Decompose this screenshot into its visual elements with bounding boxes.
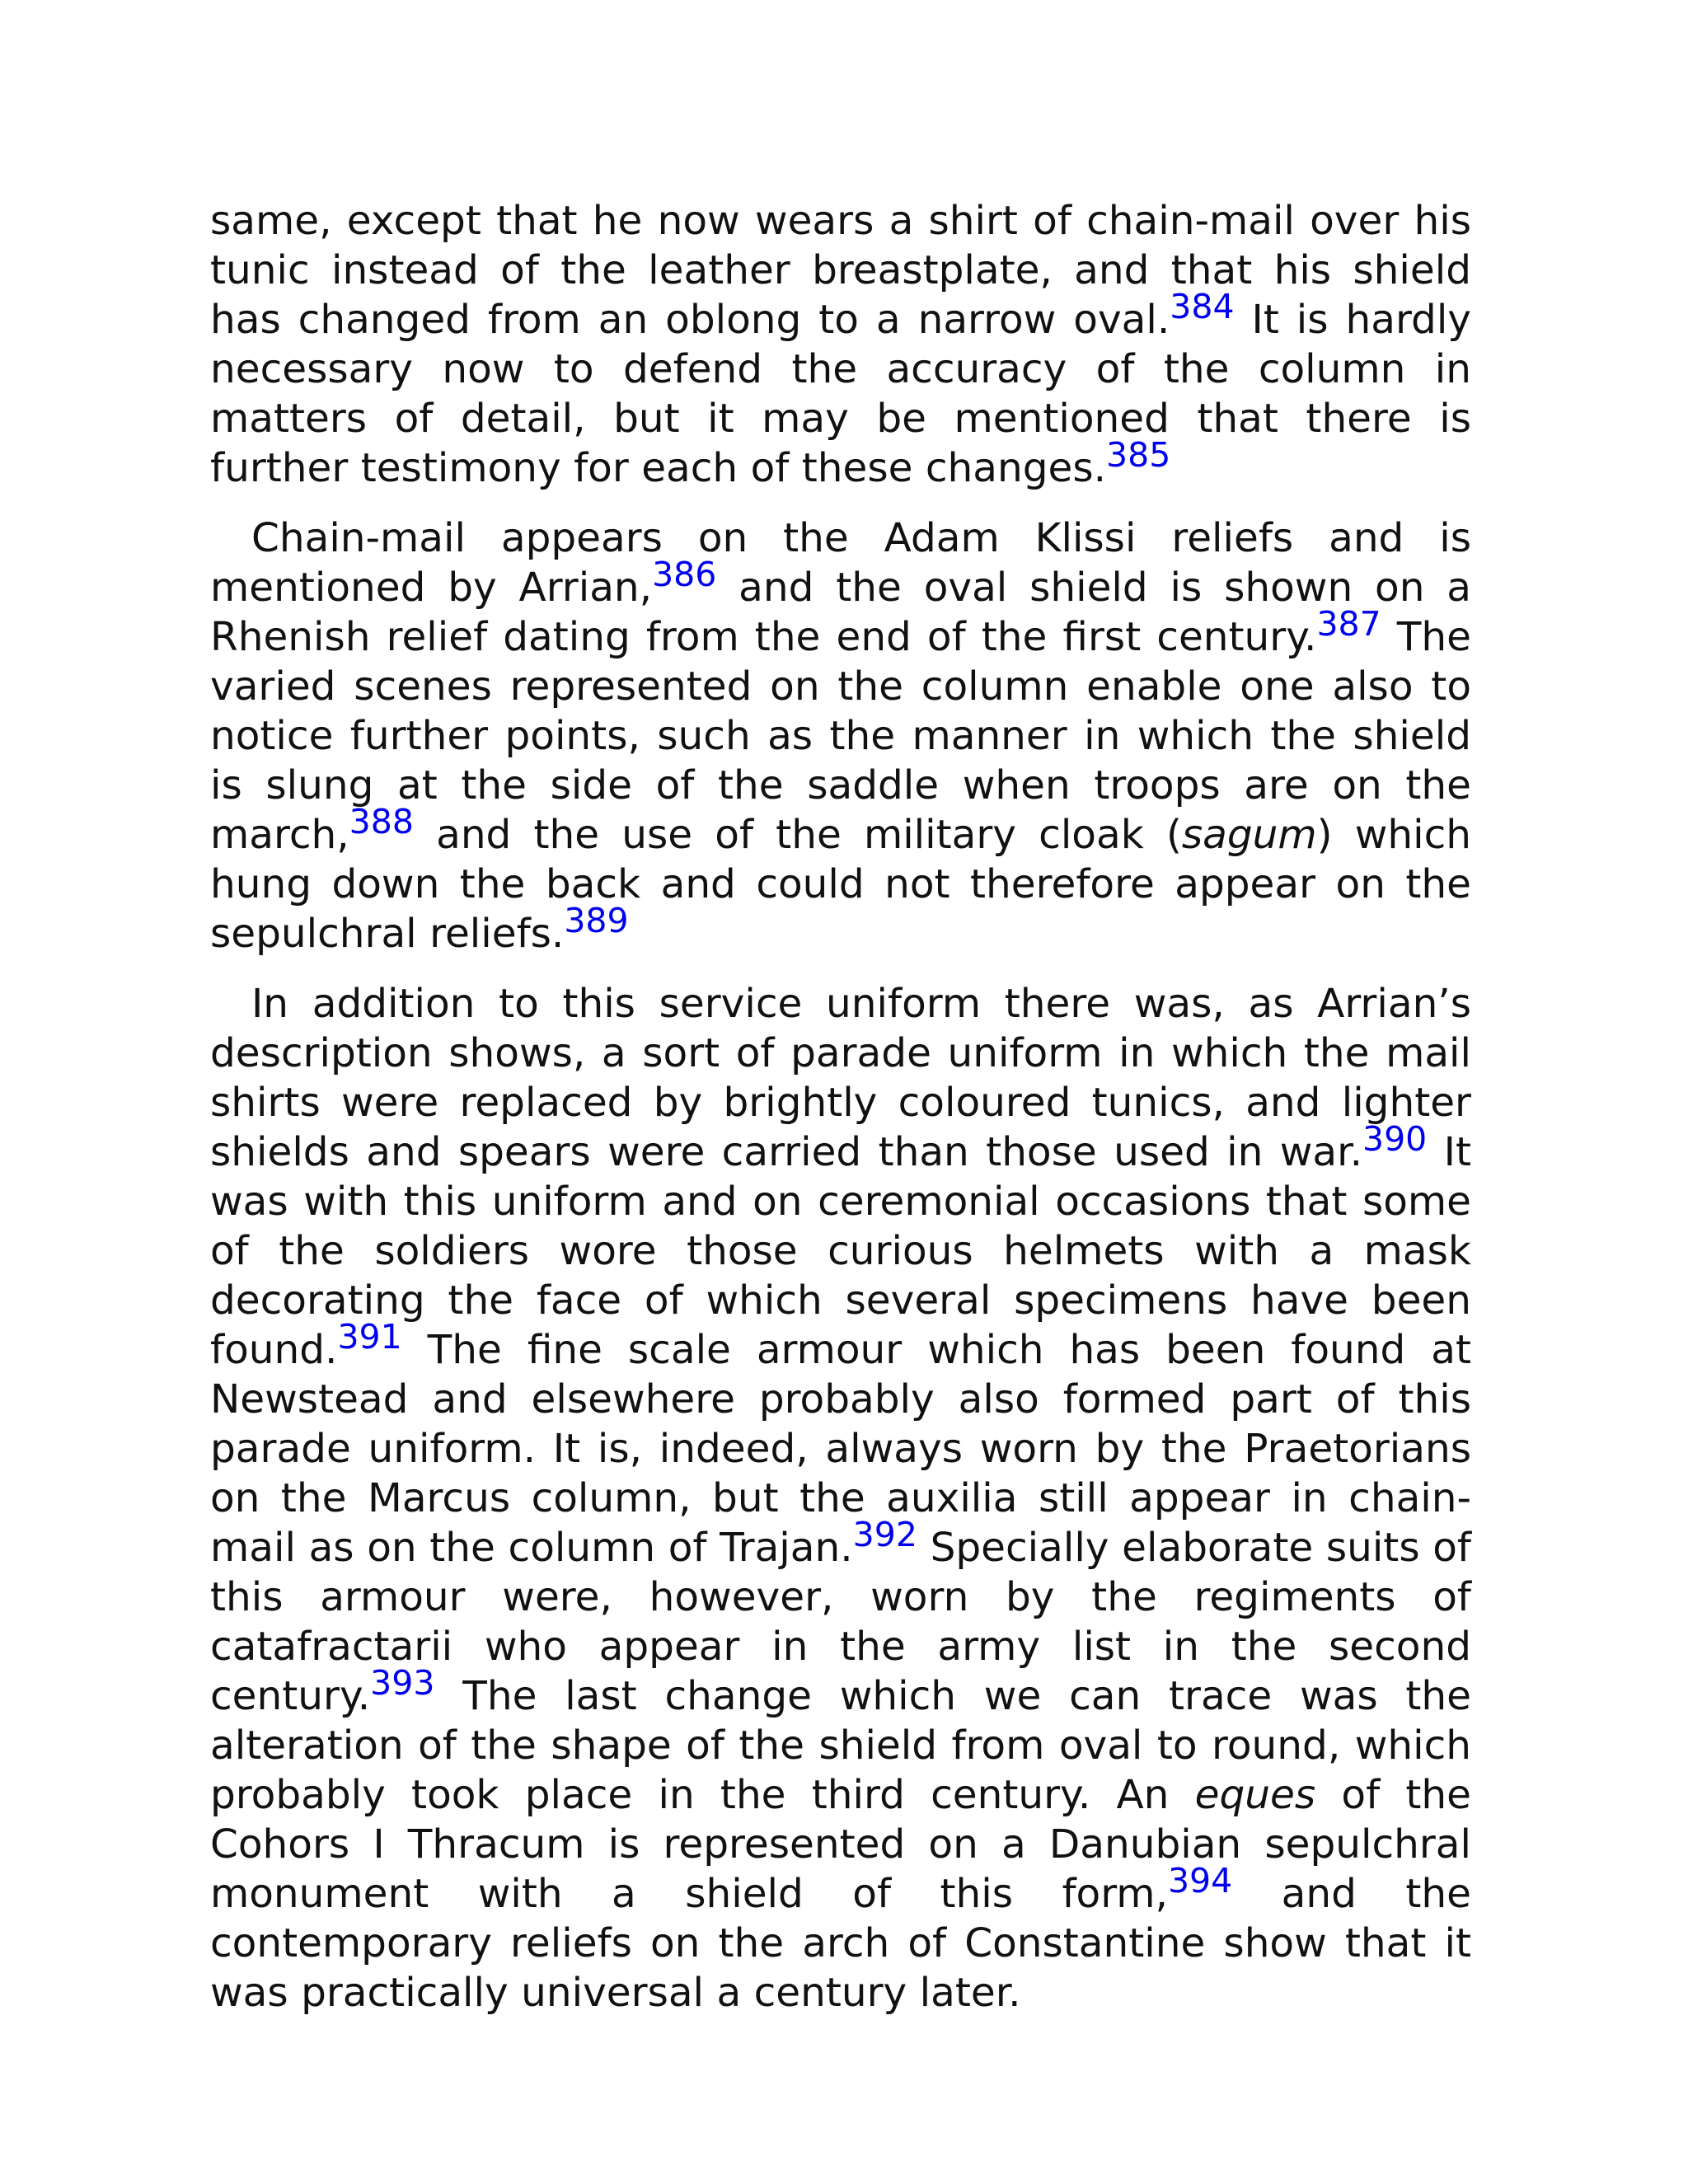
paragraph-text: The fine scale armour which has been found at Newstead and elsewhere probably also formed part of this parade uniform. It is, indeed, always worn by the Praetorians on the Marcus column, but the auxilia still appear in chain-mail as on the column of Trajan. (210, 1327, 1471, 1571)
paragraph-text: Specially elaborate suits of this armour were, however, worn by the regiments of catafractarii who appear in the army list in the second century. (210, 1525, 1471, 1719)
footnote-ref-389[interactable]: 389 (564, 901, 629, 940)
italic-term-sagum: sagum (1181, 812, 1317, 858)
paragraph-text: In addition to this service uniform there was, as Arrian’s description shows, a sort of parade uniform in which the mail shirts were replaced by brightly coloured tunics, and lighter shields and spears were carried than those used in war. (210, 981, 1471, 1175)
footnote-ref-386[interactable]: 386 (652, 555, 717, 594)
footnote-ref-394[interactable]: 394 (1167, 1861, 1233, 1900)
footnote-ref-392[interactable]: 392 (852, 1515, 917, 1554)
paragraph-3 (210, 979, 1471, 2018)
paragraph-2 (210, 513, 1471, 958)
footnote-ref-384[interactable]: 384 (1170, 287, 1235, 326)
paragraph-text: of the Cohors I Thracum is represented on a Danubian sepulchral monument with a shield of this form, (210, 1772, 1471, 1917)
paragraph-text: The varied scenes represented on the column enable one also to notice further points, such as the manner in which the shield is slung at the side of the saddle when troops are on the march, (210, 614, 1471, 858)
paragraph-text: and the oval shield is shown on a Rhenish relief dating from the end of the first century. (210, 565, 1471, 660)
italic-term-eques: eques (1194, 1772, 1316, 1818)
footnote-ref-391[interactable]: 391 (337, 1317, 402, 1357)
paragraph-text: Chain-mail appears on the Adam Klissi reliefs and is mentioned by Arrian, (210, 515, 1471, 611)
paragraph-text: The last change which we can trace was the alteration of the shape of the shield from oval to round, which probably took place in the third century. An (210, 1673, 1471, 1818)
paragraph-text: It was with this uniform and on ceremonial occasions that some of the soldiers wore those curious helmets with a mask decorating the face of which several specimens have been found. (210, 1129, 1471, 1373)
paragraph-text: and the contemporary reliefs on the arch of Constantine show that it was practically universal a century later. (210, 1871, 1471, 2016)
paragraph-1 (210, 196, 1471, 493)
paragraph-text: and the use of the military cloak ( (413, 812, 1182, 858)
paragraph-text: ) which hung down the back and could not therefore appear on the sepulchral reliefs. (210, 812, 1472, 957)
footnote-ref-385[interactable]: 385 (1106, 435, 1171, 475)
footnote-ref-388[interactable]: 388 (349, 802, 414, 841)
document-page (210, 196, 1471, 2018)
footnote-ref-393[interactable]: 393 (370, 1663, 435, 1703)
paragraph-text: same, except that he now wears a shirt of chain-mail over his tunic instead of the leather breastplate, and that his shield has changed from an oblong to a narrow oval. (210, 198, 1471, 343)
footnote-ref-390[interactable]: 390 (1362, 1119, 1428, 1159)
footnote-ref-387[interactable]: 387 (1316, 604, 1381, 644)
paragraph-text: It is hardly necessary now to defend the accuracy of the column in matters of detail, but it may be mentioned that there is further testimony for each of these changes. (210, 297, 1472, 491)
